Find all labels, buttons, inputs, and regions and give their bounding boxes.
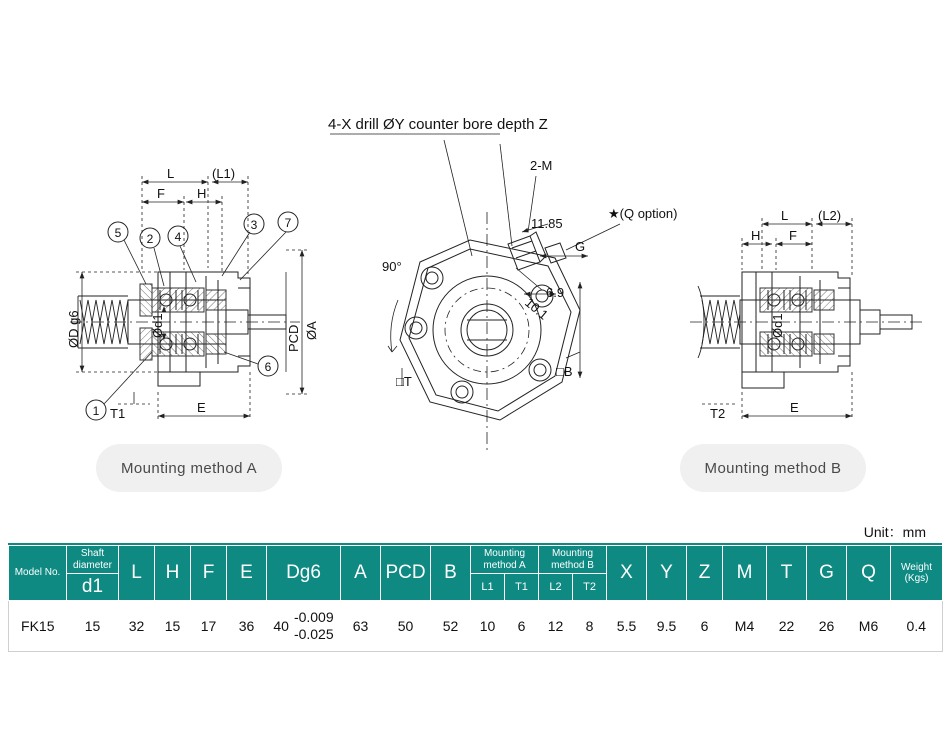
balloon-6: 6 [264, 360, 272, 374]
balloon-3: 3 [250, 218, 258, 232]
cell-X: 5.5 [607, 601, 647, 652]
th-mounting-a: Mounting method A [471, 546, 539, 574]
th-PCD: PCD [381, 546, 431, 601]
cell-Dg6-nominal: 40 [273, 617, 289, 634]
label-PCD: PCD [286, 324, 301, 352]
table-header-row-top [9, 546, 943, 574]
left-view-balloons [86, 212, 298, 420]
cell-model: FK15 [9, 601, 67, 652]
label-OD: ØD g6 [66, 310, 81, 348]
cell-L2: 12 [539, 601, 573, 652]
label-101: 10.1 [522, 294, 552, 323]
balloon-1: 1 [92, 404, 100, 418]
label-F-right: F [789, 228, 797, 243]
label-90deg: 90° [382, 259, 402, 274]
cell-weight: 0.4 [891, 601, 943, 652]
label-q-option: ★(Q option) [608, 206, 678, 221]
label-E-left: E [197, 400, 206, 415]
th-L1: L1 [471, 574, 505, 601]
label-2m: 2-M [530, 158, 553, 173]
label-Od1-right: Ød1 [770, 313, 785, 338]
cell-B: 52 [431, 601, 471, 652]
label-L2: (L2) [818, 208, 842, 223]
cell-L1: 10 [471, 601, 505, 652]
label-drill-note: 4-X drill ØY counter bore depth Z [328, 116, 548, 133]
th-model: Model No. [9, 546, 67, 601]
th-Dg6: Dg6 [267, 546, 341, 601]
th-weight-unit: (Kgs) [904, 573, 929, 584]
label-square-T: □T [396, 374, 412, 389]
label-OA: ØA [304, 321, 319, 340]
label-1185: 11.85 [531, 216, 563, 231]
cell-T: 22 [767, 601, 807, 652]
th-B: B [431, 546, 471, 601]
th-Q: Q [847, 546, 891, 601]
caption-mounting-method-b-label: Mounting method B [704, 459, 842, 477]
label-T1: T1 [110, 406, 126, 421]
cell-d1: 15 [67, 601, 119, 652]
spec-table-wrapper [8, 545, 942, 652]
th-E: E [227, 546, 267, 601]
label-T2: T2 [710, 406, 726, 421]
th-T: T [767, 546, 807, 601]
label-H-left: H [197, 186, 207, 201]
label-Od1-left: Ød1 [150, 313, 165, 338]
cell-Q: M6 [847, 601, 891, 652]
th-L2: L2 [539, 574, 573, 601]
cell-T1: 6 [505, 601, 539, 652]
th-L: L [119, 546, 155, 601]
cell-E: 36 [227, 601, 267, 652]
th-A: A [341, 546, 381, 601]
cell-Y: 9.5 [647, 601, 687, 652]
balloon-5: 5 [114, 226, 122, 240]
th-T2: T2 [573, 574, 607, 601]
th-H: H [155, 546, 191, 601]
caption-mounting-method-a-label: Mounting method A [120, 459, 258, 477]
balloon-7: 7 [284, 216, 292, 230]
th-Z: Z [687, 546, 723, 601]
cell-T2: 8 [573, 601, 607, 652]
label-L-right: L [781, 208, 789, 223]
right-section-view [690, 272, 925, 388]
label-H-right: H [751, 228, 761, 243]
balloon-4: 4 [174, 230, 182, 244]
th-F: F [191, 546, 227, 601]
caption-mounting-method-b [680, 444, 866, 492]
th-weight [891, 546, 943, 601]
label-L1: (L1) [212, 166, 236, 181]
cell-Dg6-tol-upper: -0.009 [293, 609, 334, 626]
th-shaft-diameter [67, 546, 119, 574]
spec-table [8, 545, 943, 652]
label-F-left: F [157, 186, 165, 201]
th-shaft-diameter-line1: Shaft [80, 548, 105, 559]
label-69: 6.9 [546, 285, 565, 300]
th-G: G [807, 546, 847, 601]
cell-Dg6-tol-lower: -0.025 [293, 626, 334, 642]
caption-mounting-method-a [96, 444, 282, 492]
label-E-right: E [790, 400, 799, 415]
front-face-view [330, 134, 620, 452]
th-weight-label: Weight [901, 561, 932, 573]
cell-L: 32 [119, 601, 155, 652]
cell-A: 63 [341, 601, 381, 652]
table-row [9, 601, 943, 652]
cell-M: M4 [723, 601, 767, 652]
label-L-left: L [167, 166, 175, 181]
th-X: X [607, 546, 647, 601]
cell-Z: 6 [687, 601, 723, 652]
balloon-2: 2 [146, 232, 154, 246]
th-d1: d1 [67, 574, 119, 601]
cell-PCD: 50 [381, 601, 431, 652]
unit-note: Unit：mm [863, 524, 926, 540]
th-mounting-b: Mounting method B [539, 546, 607, 574]
th-T1: T1 [505, 574, 539, 601]
cell-Dg6 [267, 601, 341, 652]
th-shaft-diameter-line2: diameter [73, 559, 112, 571]
th-M: M [723, 546, 767, 601]
label-G: G [575, 239, 586, 254]
label-square-B: □B [556, 364, 573, 379]
th-Y: Y [647, 546, 687, 601]
cell-G: 26 [807, 601, 847, 652]
cell-F: 17 [191, 601, 227, 652]
cell-H: 15 [155, 601, 191, 652]
